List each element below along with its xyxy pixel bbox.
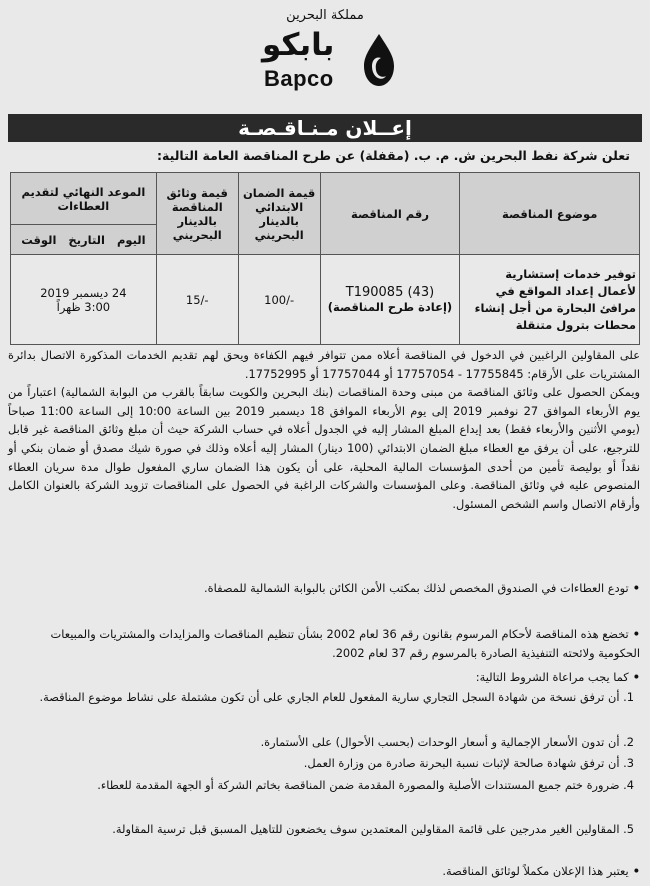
header-docs-price: قيمة وثائق المناقصة بالدينار البحريني [156,173,238,255]
header-day-date-time [11,225,157,255]
header-date: التاريخ [68,232,105,247]
tender-table [10,172,640,345]
paragraph-contact: على المقاولين الراغبين في الدخول في المناقصة أعلاه ممن تتوافر فيهم الكفاءة ويحق لهم تقديم الخدمات المذكورة الاتصال بدائرة المشتريات على الأرقام: 17755845 - 17757054 أو 17757044 أو 17752995. [8,348,640,381]
bullet-law-text: تخضع هذه المناقصة لأحكام المرسوم بقانون رقم 36 لعام 2002 بشأن تنظيم المناقصات والمزايدات والمشتريات والمبيعات الحكومية ولائحته التنفيذية الصادرة بالمرسوم رقم 37 لعام 2002. [50,627,640,660]
tender-number: T190085 (43) [345,285,435,300]
bapco-logo-arabic: بابكو [262,27,335,63]
cell-docs-price: 15/- [156,255,238,345]
header-deadline: الموعد النهائي لتقديم العطاءات [11,173,157,225]
announcement-banner: إعــلان مـنـاقـصـة [8,114,642,142]
bullet-complement-text: يعتبر هذا الإعلان مكملاً لوثائق المناقصة. [442,864,629,878]
bullet-submission: •تودع العطاءات في الصندوق المخصص لذلك بمكتب الأمن الكائن بالبوابة الشمالية للمصفاة. [204,581,640,595]
deadline-time: 3:00 ظهراً [56,299,111,314]
condition-2: 2. أن تدون الأسعار الإجمالية و أسعار الوحدات (بحسب الأحوال) على الأستمارة. [260,735,634,749]
bapco-drop-logo-icon [362,32,396,88]
condition-4: 4. ضرورة ختم جميع المستندات الأصلية والمصورة المقدمة ضمن المناقصة بخاتم الشركة أو الجهة المقدمة للعطاء. [97,778,634,792]
cell-number [320,255,460,345]
bullet-law: •تخضع هذه المناقصة لأحكام المرسوم بقانون رقم 36 لعام 2002 بشأن تنظيم المناقصات والمزايدات والمشتريات والمبيعات الحكومية ولائحته التنفيذية الصادرة بالمرسوم رقم 37 لعام 2002. [50,627,640,660]
tender-reissue-note: (إعادة طرح المناقصة) [327,300,453,314]
deadline-date: 24 ديسمبر 2019 [40,285,127,300]
bullet-conditions: •كما يجب مراعاة الشروط التالية: [475,670,640,684]
condition-3: 3. أن ترفق شهادة صالحة لإثبات نسبة البحرنة صادرة من وزارة العمل. [303,756,634,770]
bullet-submission-text: تودع العطاءات في الصندوق المخصص لذلك بمكتب الأمن الكائن بالبوابة الشمالية للمصفاة. [204,581,629,595]
header-bond: قيمة الضمان الابتدائي بالدينار البحريني [238,173,320,255]
header-number: رقم المناقصة [320,173,460,255]
header-time: الوقت [21,232,57,247]
cell-deadline [11,255,157,345]
header-subject: موضوع المناقصة [460,173,640,255]
bapco-logo-english: Bapco [264,66,334,91]
main-body [8,346,640,513]
intro-text: تعلن شركة نفط البحرين ش. م. ب. (مقفلة) عن طرح المناقصة العامة التالية: [157,148,630,163]
cell-bond: 100/- [238,255,320,345]
header-day: اليوم [116,232,146,247]
kingdom-label: مملكة البحرين [286,8,364,23]
condition-1: 1. أن ترفق نسخة من شهادة السجل التجاري سارية المفعول للعام الجاري على أن تكون مشتملة على نشاط موضوع المناقصة. [39,690,634,704]
bullet-complement: •يعتبر هذا الإعلان مكملاً لوثائق المناقصة. [442,864,640,878]
cell-subject: توفير خدمات إستشارية لأعمال إعداد المواقع في مرافئ البحارة من أجل إنشاء محطات بترول متنقلة [460,255,640,345]
condition-5: 5. المقاولين الغير مدرجين على قائمة المقاولين المعتمدين سوف يخضعون للتاهيل المسبق قبل ترسية المقاولة. [112,822,634,836]
bullet-conditions-text: كما يجب مراعاة الشروط التالية: [475,670,629,684]
table-row [11,255,640,345]
paragraph-documents: ويمكن الحصول على وثائق المناقصة من مبنى وحدة المناقصات (بنك البحرين والكويت سابقاً بالقرب من البوابة الشمالية) اعتباراً من يوم الأربعاء الموافق 27 نوفمبر 2019 إلى يوم الأربعاء الموافق 18 ديسمبر 2019 بين الساعة 10:00 إلى الساعة 11:00 صباحاً (يومي الأثنين والأربعاء فقط) بعد إيداع المبلغ المشار إليه في الجدول أعلاه في حساب الشركة حيث أن مبلغ وثائق المناقصة غير قابل للترجيع، على أن يرفق مع العطاء مبلغ الضمان الابتدائي (100 دينار) المشار إليه أعلاه وذلك في صورة شيك مصدق أو ضمان بنكي أو نقداً أو بوليصة تأمين من أحدى المؤسسات المالية المحلية، على أن يكون هذا الضمان ساري المفعول طوال مدة سريان العطاء المنصوص عليه في وثائق المناقصة. وعلى المؤسسات والشركات الراغبة في الحصول على المناقصات تزويد الشركة بالعنوان الكامل وأرقام الاتصال واسم الشخص المسئول. [8,385,640,511]
